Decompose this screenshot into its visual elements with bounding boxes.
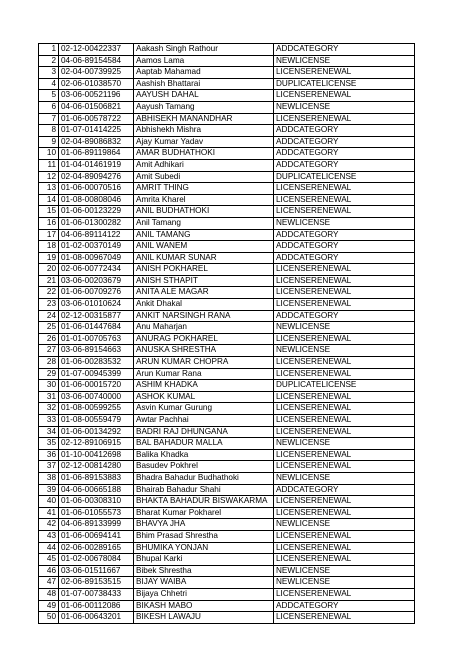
service-type-cell: ADDCATEGORY xyxy=(274,148,415,160)
service-type-cell: LICENSERENEWAL xyxy=(274,588,415,600)
applicant-name-cell: Aakash Singh Rathour xyxy=(134,44,274,56)
applicant-name-cell: AMAR BUDHATHOKI xyxy=(134,148,274,160)
applicant-name-cell: ANITA ALE MAGAR xyxy=(134,287,274,299)
service-type-cell: LICENSERENEWAL xyxy=(274,542,415,554)
applicant-name-cell: BIKESH LAWAJU xyxy=(134,612,274,624)
service-type-cell: NEWLICENSE xyxy=(274,322,415,334)
serial-number-cell: 31 xyxy=(39,391,59,403)
table-row xyxy=(39,241,415,253)
records-table xyxy=(38,43,415,624)
serial-number-cell: 22 xyxy=(39,287,59,299)
serial-number-cell: 21 xyxy=(39,275,59,287)
table-row xyxy=(39,565,415,577)
service-type-cell: LICENSERENEWAL xyxy=(274,496,415,508)
serial-number-cell: 17 xyxy=(39,229,59,241)
table-row xyxy=(39,438,415,450)
reference-number-cell: 01-02-00678084 xyxy=(59,554,134,566)
applicant-name-cell: Arun Kumar Rana xyxy=(134,368,274,380)
reference-number-cell: 01-06-00308310 xyxy=(59,496,134,508)
serial-number-cell: 1 xyxy=(39,44,59,56)
serial-number-cell: 43 xyxy=(39,530,59,542)
applicant-name-cell: ANURAG POKHAREL xyxy=(134,333,274,345)
applicant-name-cell: ANISH POKHAREL xyxy=(134,264,274,276)
reference-number-cell: 04-06-01506821 xyxy=(59,101,134,113)
serial-number-cell: 29 xyxy=(39,368,59,380)
serial-number-cell: 48 xyxy=(39,588,59,600)
serial-number-cell: 30 xyxy=(39,380,59,392)
serial-number-cell: 38 xyxy=(39,472,59,484)
table-row xyxy=(39,345,415,357)
applicant-name-cell: ANUSKA SHRESTHA xyxy=(134,345,274,357)
table-row xyxy=(39,496,415,508)
reference-number-cell: 01-06-00134292 xyxy=(59,426,134,438)
table-row xyxy=(39,357,415,369)
reference-number-cell: 02-06-89153515 xyxy=(59,577,134,589)
table-row xyxy=(39,206,415,218)
applicant-name-cell: BADRI RAJ DHUNGANA xyxy=(134,426,274,438)
service-type-cell: LICENSERENEWAL xyxy=(274,183,415,195)
service-type-cell: ADDCATEGORY xyxy=(274,136,415,148)
reference-number-cell: 01-06-01447684 xyxy=(59,322,134,334)
applicant-name-cell: ARUN KUMAR CHOPRA xyxy=(134,357,274,369)
table-row xyxy=(39,391,415,403)
table-row xyxy=(39,101,415,113)
reference-number-cell: 01-01-00705763 xyxy=(59,333,134,345)
table-row xyxy=(39,542,415,554)
service-type-cell: LICENSERENEWAL xyxy=(274,449,415,461)
table-row xyxy=(39,136,415,148)
service-type-cell: NEWLICENSE xyxy=(274,577,415,589)
applicant-name-cell: Aaptab Mahamad xyxy=(134,67,274,79)
service-type-cell: NEWLICENSE xyxy=(274,565,415,577)
records-table-body xyxy=(39,44,415,624)
serial-number-cell: 7 xyxy=(39,113,59,125)
applicant-name-cell: Bhupal Karki xyxy=(134,554,274,566)
applicant-name-cell: Amrita Kharel xyxy=(134,194,274,206)
reference-number-cell: 01-04-01461919 xyxy=(59,159,134,171)
serial-number-cell: 6 xyxy=(39,101,59,113)
service-type-cell: ADDCATEGORY xyxy=(274,159,415,171)
service-type-cell: LICENSERENEWAL xyxy=(274,612,415,624)
applicant-name-cell: Bibek Shrestha xyxy=(134,565,274,577)
serial-number-cell: 49 xyxy=(39,600,59,612)
serial-number-cell: 34 xyxy=(39,426,59,438)
serial-number-cell: 10 xyxy=(39,148,59,160)
applicant-name-cell: AAYUSH DAHAL xyxy=(134,90,274,102)
serial-number-cell: 11 xyxy=(39,159,59,171)
serial-number-cell: 37 xyxy=(39,461,59,473)
service-type-cell: LICENSERENEWAL xyxy=(274,368,415,380)
service-type-cell: LICENSERENEWAL xyxy=(274,90,415,102)
service-type-cell: NEWLICENSE xyxy=(274,217,415,229)
serial-number-cell: 50 xyxy=(39,612,59,624)
table-row xyxy=(39,194,415,206)
table-row xyxy=(39,368,415,380)
serial-number-cell: 35 xyxy=(39,438,59,450)
serial-number-cell: 40 xyxy=(39,496,59,508)
serial-number-cell: 46 xyxy=(39,565,59,577)
serial-number-cell: 18 xyxy=(39,241,59,253)
table-row xyxy=(39,148,415,160)
service-type-cell: LICENSERENEWAL xyxy=(274,391,415,403)
table-row xyxy=(39,299,415,311)
reference-number-cell: 02-04-89094276 xyxy=(59,171,134,183)
service-type-cell: LICENSERENEWAL xyxy=(274,333,415,345)
reference-number-cell: 01-07-00945399 xyxy=(59,368,134,380)
table-row xyxy=(39,67,415,79)
service-type-cell: LICENSERENEWAL xyxy=(274,194,415,206)
serial-number-cell: 27 xyxy=(39,345,59,357)
table-row xyxy=(39,426,415,438)
reference-number-cell: 03-06-00521196 xyxy=(59,90,134,102)
applicant-name-cell: Aayush Tamang xyxy=(134,101,274,113)
applicant-name-cell: Abhishekh Mishra xyxy=(134,125,274,137)
table-row xyxy=(39,577,415,589)
service-type-cell: LICENSERENEWAL xyxy=(274,113,415,125)
service-type-cell: ADDCATEGORY xyxy=(274,229,415,241)
applicant-name-cell: Amit Adhikari xyxy=(134,159,274,171)
applicant-name-cell: BIJAY WAIBA xyxy=(134,577,274,589)
reference-number-cell: 01-08-00808046 xyxy=(59,194,134,206)
applicant-name-cell: Anil Tamang xyxy=(134,217,274,229)
table-row xyxy=(39,113,415,125)
serial-number-cell: 3 xyxy=(39,67,59,79)
table-row xyxy=(39,519,415,531)
table-row xyxy=(39,44,415,56)
reference-number-cell: 03-06-00740000 xyxy=(59,391,134,403)
serial-number-cell: 20 xyxy=(39,264,59,276)
table-row xyxy=(39,125,415,137)
service-type-cell: LICENSERENEWAL xyxy=(274,403,415,415)
service-type-cell: LICENSERENEWAL xyxy=(274,415,415,427)
applicant-name-cell: Balika Khadka xyxy=(134,449,274,461)
reference-number-cell: 04-06-89114122 xyxy=(59,229,134,241)
service-type-cell: LICENSERENEWAL xyxy=(274,299,415,311)
table-row xyxy=(39,588,415,600)
table-row xyxy=(39,461,415,473)
table-row xyxy=(39,472,415,484)
table-row xyxy=(39,55,415,67)
service-type-cell: LICENSERENEWAL xyxy=(274,426,415,438)
table-row xyxy=(39,507,415,519)
applicant-name-cell: Asvin Kumar Gurung xyxy=(134,403,274,415)
applicant-name-cell: ANIL KUMAR SUNAR xyxy=(134,252,274,264)
serial-number-cell: 14 xyxy=(39,194,59,206)
applicant-name-cell: ANIL BUDHATHOKI xyxy=(134,206,274,218)
reference-number-cell: 04-06-89154584 xyxy=(59,55,134,67)
applicant-name-cell: Bijaya Chhetri xyxy=(134,588,274,600)
applicant-name-cell: AMRIT THING xyxy=(134,183,274,195)
applicant-name-cell: Anu Maharjan xyxy=(134,322,274,334)
reference-number-cell: 03-06-00203679 xyxy=(59,275,134,287)
reference-number-cell: 01-08-00967049 xyxy=(59,252,134,264)
service-type-cell: NEWLICENSE xyxy=(274,472,415,484)
serial-number-cell: 19 xyxy=(39,252,59,264)
service-type-cell: LICENSERENEWAL xyxy=(274,67,415,79)
table-row xyxy=(39,171,415,183)
table-row xyxy=(39,484,415,496)
applicant-name-cell: Ankit Dhakal xyxy=(134,299,274,311)
serial-number-cell: 39 xyxy=(39,484,59,496)
serial-number-cell: 16 xyxy=(39,217,59,229)
table-row xyxy=(39,449,415,461)
service-type-cell: LICENSERENEWAL xyxy=(274,275,415,287)
applicant-name-cell: BHUMIKA YONJAN xyxy=(134,542,274,554)
serial-number-cell: 23 xyxy=(39,299,59,311)
serial-number-cell: 4 xyxy=(39,78,59,90)
serial-number-cell: 13 xyxy=(39,183,59,195)
serial-number-cell: 2 xyxy=(39,55,59,67)
reference-number-cell: 01-02-00370149 xyxy=(59,241,134,253)
reference-number-cell: 01-06-01300282 xyxy=(59,217,134,229)
reference-number-cell: 03-06-01511667 xyxy=(59,565,134,577)
table-row xyxy=(39,415,415,427)
reference-number-cell: 02-04-89086832 xyxy=(59,136,134,148)
service-type-cell: LICENSERENEWAL xyxy=(274,554,415,566)
serial-number-cell: 9 xyxy=(39,136,59,148)
serial-number-cell: 44 xyxy=(39,542,59,554)
table-row xyxy=(39,183,415,195)
table-row xyxy=(39,275,415,287)
reference-number-cell: 01-06-00643201 xyxy=(59,612,134,624)
reference-number-cell: 01-06-89119864 xyxy=(59,148,134,160)
reference-number-cell: 01-06-00112086 xyxy=(59,600,134,612)
table-row xyxy=(39,333,415,345)
applicant-name-cell: Ajay Kumar Yadav xyxy=(134,136,274,148)
service-type-cell: NEWLICENSE xyxy=(274,55,415,67)
table-row xyxy=(39,159,415,171)
applicant-name-cell: Bhadra Bahadur Budhathoki xyxy=(134,472,274,484)
applicant-name-cell: Bhairab Bahadur Shahi xyxy=(134,484,274,496)
service-type-cell: DUPLICATELICENSE xyxy=(274,171,415,183)
service-type-cell: LICENSERENEWAL xyxy=(274,206,415,218)
applicant-name-cell: ANISH STHAPIT xyxy=(134,275,274,287)
reference-number-cell: 01-07-01414225 xyxy=(59,125,134,137)
table-row xyxy=(39,322,415,334)
reference-number-cell: 02-12-00814280 xyxy=(59,461,134,473)
serial-number-cell: 24 xyxy=(39,310,59,322)
service-type-cell: ADDCATEGORY xyxy=(274,252,415,264)
reference-number-cell: 02-06-00289165 xyxy=(59,542,134,554)
reference-number-cell: 01-06-00694141 xyxy=(59,530,134,542)
table-row xyxy=(39,78,415,90)
reference-number-cell: 02-12-89106915 xyxy=(59,438,134,450)
serial-number-cell: 41 xyxy=(39,507,59,519)
serial-number-cell: 15 xyxy=(39,206,59,218)
reference-number-cell: 02-06-01038570 xyxy=(59,78,134,90)
table-row xyxy=(39,252,415,264)
serial-number-cell: 45 xyxy=(39,554,59,566)
service-type-cell: NEWLICENSE xyxy=(274,101,415,113)
service-type-cell: LICENSERENEWAL xyxy=(274,357,415,369)
applicant-name-cell: BHAKTA BAHADUR BISWAKARMA xyxy=(134,496,274,508)
serial-number-cell: 33 xyxy=(39,415,59,427)
reference-number-cell: 02-04-00739925 xyxy=(59,67,134,79)
service-type-cell: NEWLICENSE xyxy=(274,519,415,531)
applicant-name-cell: Aamos Lama xyxy=(134,55,274,67)
service-type-cell: ADDCATEGORY xyxy=(274,125,415,137)
reference-number-cell: 01-06-00070516 xyxy=(59,183,134,195)
table-row xyxy=(39,380,415,392)
service-type-cell: LICENSERENEWAL xyxy=(274,264,415,276)
serial-number-cell: 5 xyxy=(39,90,59,102)
applicant-name-cell: Bharat Kumar Pokharel xyxy=(134,507,274,519)
table-row xyxy=(39,287,415,299)
applicant-name-cell: BHAVYA JHA xyxy=(134,519,274,531)
table-row xyxy=(39,403,415,415)
service-type-cell: ADDCATEGORY xyxy=(274,484,415,496)
serial-number-cell: 32 xyxy=(39,403,59,415)
reference-number-cell: 01-08-00599255 xyxy=(59,403,134,415)
reference-number-cell: 01-06-00283532 xyxy=(59,357,134,369)
table-row xyxy=(39,600,415,612)
applicant-name-cell: Bhim Prasad Shrestha xyxy=(134,530,274,542)
serial-number-cell: 47 xyxy=(39,577,59,589)
service-type-cell: NEWLICENSE xyxy=(274,345,415,357)
applicant-name-cell: BIKASH MABO xyxy=(134,600,274,612)
applicant-name-cell: BAL BAHADUR MALLA xyxy=(134,438,274,450)
service-type-cell: ADDCATEGORY xyxy=(274,310,415,322)
service-type-cell: ADDCATEGORY xyxy=(274,600,415,612)
service-type-cell: NEWLICENSE xyxy=(274,438,415,450)
service-type-cell: ADDCATEGORY xyxy=(274,241,415,253)
reference-number-cell: 01-08-00559479 xyxy=(59,415,134,427)
table-row xyxy=(39,310,415,322)
reference-number-cell: 02-06-00772434 xyxy=(59,264,134,276)
reference-number-cell: 03-06-89154663 xyxy=(59,345,134,357)
serial-number-cell: 8 xyxy=(39,125,59,137)
serial-number-cell: 42 xyxy=(39,519,59,531)
applicant-name-cell: ANKIT NARSINGH RANA xyxy=(134,310,274,322)
service-type-cell: DUPLICATELICENSE xyxy=(274,380,415,392)
applicant-name-cell: Basudev Pokhrel xyxy=(134,461,274,473)
reference-number-cell: 01-06-01055573 xyxy=(59,507,134,519)
service-type-cell: LICENSERENEWAL xyxy=(274,461,415,473)
applicant-name-cell: ASHIM KHADKA xyxy=(134,380,274,392)
serial-number-cell: 28 xyxy=(39,357,59,369)
service-type-cell: LICENSERENEWAL xyxy=(274,287,415,299)
applicant-name-cell: Amit Subedi xyxy=(134,171,274,183)
service-type-cell: LICENSERENEWAL xyxy=(274,507,415,519)
reference-number-cell: 02-12-00422337 xyxy=(59,44,134,56)
reference-number-cell: 02-12-00315877 xyxy=(59,310,134,322)
table-row xyxy=(39,264,415,276)
service-type-cell: DUPLICATELICENSE xyxy=(274,78,415,90)
reference-number-cell: 04-06-00665188 xyxy=(59,484,134,496)
applicant-name-cell: Aashish Bhattarai xyxy=(134,78,274,90)
reference-number-cell: 04-06-89133999 xyxy=(59,519,134,531)
service-type-cell: LICENSERENEWAL xyxy=(274,530,415,542)
reference-number-cell: 01-06-00578722 xyxy=(59,113,134,125)
table-row xyxy=(39,612,415,624)
reference-number-cell: 03-06-01010624 xyxy=(59,299,134,311)
reference-number-cell: 01-06-89153883 xyxy=(59,472,134,484)
applicant-name-cell: ABHISEKH MANANDHAR xyxy=(134,113,274,125)
table-row xyxy=(39,217,415,229)
serial-number-cell: 12 xyxy=(39,171,59,183)
applicant-name-cell: Awtar Pachhai xyxy=(134,415,274,427)
reference-number-cell: 01-06-00015720 xyxy=(59,380,134,392)
applicant-name-cell: ANIL TAMANG xyxy=(134,229,274,241)
applicant-name-cell: ASHOK KUMAL xyxy=(134,391,274,403)
serial-number-cell: 26 xyxy=(39,333,59,345)
applicant-name-cell: ANIL WANEM xyxy=(134,241,274,253)
table-row xyxy=(39,90,415,102)
table-row xyxy=(39,229,415,241)
service-type-cell: ADDCATEGORY xyxy=(274,44,415,56)
reference-number-cell: 01-07-00738433 xyxy=(59,588,134,600)
reference-number-cell: 01-10-00412698 xyxy=(59,449,134,461)
table-row xyxy=(39,530,415,542)
serial-number-cell: 25 xyxy=(39,322,59,334)
reference-number-cell: 01-06-00123229 xyxy=(59,206,134,218)
reference-number-cell: 01-06-00709276 xyxy=(59,287,134,299)
table-row xyxy=(39,554,415,566)
serial-number-cell: 36 xyxy=(39,449,59,461)
